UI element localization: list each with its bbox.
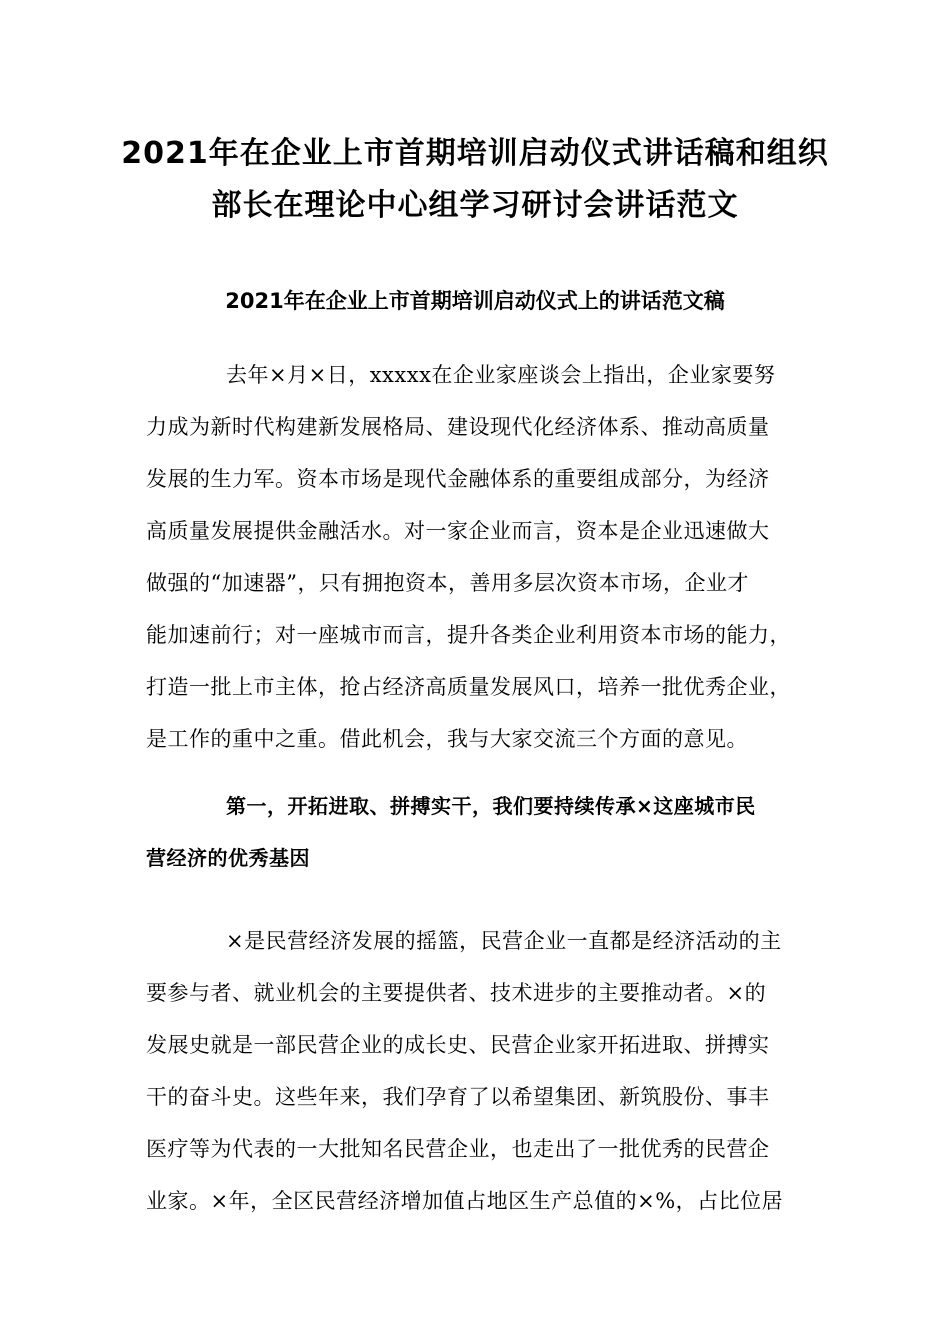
paragraph-line: 力成为新时代构建新发展格局、建设现代化经济体系、推动高质量 — [146, 415, 770, 439]
paragraph-private-economy — [146, 915, 826, 1227]
paragraph-line: 发展的生力军。资本市场是现代金融体系的重要组成部分，为经济 — [146, 467, 770, 491]
paragraph-line: 打造一批上市主体，抢占经济高质量发展风口，培养一批优秀企业， — [146, 675, 791, 699]
paragraph-line: 医疗等为代表的一大批知名民营企业，也走出了一批优秀的民营企 — [146, 1137, 770, 1161]
paragraph-line: 干的奋斗史。这些年来，我们孕育了以希望集团、新筑股份、事丰 — [146, 1085, 770, 1109]
paragraph-line: 高质量发展提供金融活水。对一家企业而言，资本是企业迅速做大 — [146, 519, 770, 543]
paragraph-line: 能加速前行；对一座城市而言，提升各类企业利用资本市场的能力， — [146, 623, 791, 647]
paragraph-line: 发展史就是一部民营企业的成长史、民营企业家开拓进取、拼搏实 — [146, 1033, 770, 1057]
paragraph-line: 业家。×年，全区民营经济增加值占地区生产总值的×%，占比位居 — [146, 1189, 784, 1213]
document-title — [110, 128, 840, 232]
paragraph-intro — [146, 349, 826, 765]
paragraph-line: ×是民营经济发展的摇篮，民营企业一直都是经济活动的主 — [226, 929, 782, 953]
heading-line: 第一，开拓进取、拼搏实干，我们要持续传承×这座城市民 — [226, 794, 756, 818]
title-line-1: 2021年在企业上市首期培训启动仪式讲话稿和组织 — [121, 136, 829, 171]
paragraph-line: 要参与者、就业机会的主要提供者、技术进步的主要推动者。×的 — [146, 981, 767, 1005]
section-heading-first — [146, 780, 826, 884]
speech-subtitle: 2021年在企业上市首期培训启动仪式上的讲话范文稿 — [225, 289, 725, 313]
title-line-2: 部长在理论中心组学习研讨会讲话范文 — [211, 188, 739, 223]
paragraph-line: 是工作的重中之重。借此机会，我与大家交流三个方面的意见。 — [146, 727, 748, 751]
paragraph-line: 去年×月×日，xxxxx在企业家座谈会上指出，企业家要努 — [226, 363, 776, 387]
heading-line: 营经济的优秀基因 — [146, 846, 310, 870]
paragraph-line: 做强的“加速器”，只有拥抱资本，善用多层次资本市场，企业才 — [146, 571, 749, 595]
